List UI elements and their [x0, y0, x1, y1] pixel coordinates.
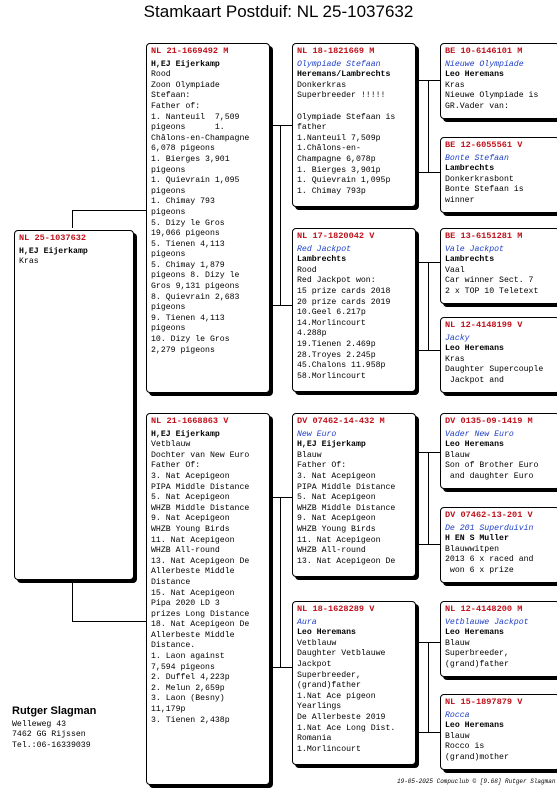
- owner-city: 7462 GG Rijssen: [12, 730, 86, 740]
- pedigree-line: Rood: [151, 70, 171, 80]
- pedigree-line: [297, 102, 411, 113]
- pedigree-line: 1.Châlons-en-: [297, 144, 361, 154]
- owner-street: Welleweg 43: [12, 719, 67, 729]
- pedigree-line: Yearlings: [297, 702, 342, 712]
- owner-block: [12, 706, 96, 751]
- pedigree-line: 5. Dizy le Gros: [151, 218, 225, 228]
- breeder-name: H,EJ Eijerkamp: [19, 246, 88, 256]
- breeder-name: Leo Heremans: [445, 344, 504, 354]
- pedigree-line: Nieuwe Olympiade is: [445, 91, 539, 101]
- page-title: Stamkaart Postduif: NL 25-1037632: [143, 2, 414, 21]
- pigeon-card-mmf[interactable]: [440, 601, 557, 677]
- pedigree-line: Champagne 6,078p: [297, 154, 376, 164]
- pedigree-line: Bonte Stefaan is: [445, 185, 524, 195]
- pedigree-line: WHZB All-round: [151, 546, 220, 556]
- pedigree-line: (grand)father: [445, 659, 509, 669]
- footer: 19-05-2025 Compuclub © [9.68] Rutger Slagman: [397, 778, 556, 785]
- pedigree-line: Son of Brother Euro: [445, 461, 539, 471]
- pedigree-line: and daughter Euro: [445, 471, 534, 481]
- pedigree-line: 5. Tienen 4,113: [151, 239, 225, 249]
- pedigree-line: WHZB Middle Distance: [151, 503, 250, 513]
- pedigree-line: Daughter Vetblauwe: [297, 649, 386, 659]
- pedigree-line: pigeons 8. Dizy le: [151, 271, 240, 281]
- breeder-name: Leo Heremans: [445, 721, 504, 731]
- pigeon-name: Nieuwe Olympiade: [445, 59, 524, 69]
- pedigree-line: Gros 9,131 pigeons: [151, 282, 240, 292]
- pigeon-card-mother-mother[interactable]: [292, 601, 416, 765]
- pedigree-line: (grand)father: [297, 681, 361, 691]
- pedigree-line: 2. Melun 2,659p: [151, 683, 225, 693]
- pedigree-line: 1. Quievrain 1,095p: [297, 176, 391, 186]
- pedigree-line: 18. Nat Acepigeon De: [151, 620, 250, 630]
- pedigree-line: 1. Chimay 793: [151, 197, 215, 207]
- pigeon-card-mmm[interactable]: [440, 694, 557, 770]
- ring-number: DV 0135-09-1419 M: [445, 416, 533, 426]
- pedigree-line: pigeons: [151, 250, 186, 260]
- ring-number: DV 07462-14-432 M: [297, 416, 385, 426]
- pigeon-card-mother-father[interactable]: [292, 413, 416, 577]
- pedigree-line: 19.Tienen 2.469p: [297, 339, 376, 349]
- ring-number: NL 25-1037632: [19, 233, 87, 243]
- pedigree-line: 10. Dizy le Gros: [151, 335, 230, 345]
- pedigree-line: 11. Nat Acepigeon: [151, 535, 235, 545]
- pedigree-line: 3. Nat Acepigeon: [297, 471, 376, 481]
- breeder-name: H EN S Muller: [445, 534, 509, 544]
- pedigree-line: pigeons 1.: [151, 123, 225, 133]
- ring-number: BE 10-6146101 M: [445, 46, 523, 56]
- pedigree-line: Red Jackpot won:: [297, 276, 376, 286]
- ring-number: DV 07462-13-201 V: [445, 510, 533, 520]
- breeder-name: Lambrechts: [297, 255, 347, 265]
- breeder-name: Lambrechts: [445, 255, 495, 265]
- pedigree-line: 15. Nat Acepigeon: [151, 588, 235, 598]
- pedigree-line: Blauw: [445, 731, 470, 741]
- pedigree-line: Daughter Supercouple: [445, 365, 544, 375]
- pedigree-line: winner: [445, 195, 475, 205]
- pedigree-line: 1. Nanteuil 7,509: [151, 112, 240, 122]
- breeder-name: H,EJ Eijerkamp: [151, 59, 220, 69]
- pedigree-line: 5. Nat Acepigeon: [297, 493, 376, 503]
- pedigree-line: 5. Nat Acepigeon: [151, 493, 230, 503]
- pedigree-line: Superbreeder !!!!!: [297, 91, 386, 101]
- pigeon-name: Vader New Euro: [445, 429, 514, 439]
- pedigree-line: Olympiade Stefaan is: [297, 112, 396, 122]
- pedigree-line: Dochter van New Euro: [151, 450, 250, 460]
- breeder-name: Lambrechts: [445, 164, 495, 174]
- pedigree-line: Father of:: [151, 101, 201, 111]
- ring-number: NL 21-1669492 M: [151, 46, 229, 56]
- pedigree-line: 13. Nat Acepigeon De: [151, 556, 250, 566]
- pedigree-line: 14.Morlincourt: [297, 318, 366, 328]
- owner-phone: Tel.:06-16339039: [12, 740, 91, 750]
- ring-number: NL 18-1821669 M: [297, 46, 375, 56]
- pigeon-card-mff[interactable]: [440, 413, 557, 489]
- pedigree-line: 11,179p: [151, 705, 186, 715]
- ring-number: NL 21-1668863 V: [151, 416, 229, 426]
- pigeon-name: Red Jackpot: [297, 244, 352, 254]
- breeder-name: H,EJ Eijerkamp: [297, 440, 366, 450]
- pedigree-line: Kras: [445, 80, 465, 90]
- pedigree-line: 1. Laon against: [151, 652, 225, 662]
- pigeon-name: Olympiade Stefaan: [297, 59, 381, 69]
- pedigree-line: Distance: [151, 577, 191, 587]
- pigeon-name: Rocca: [445, 710, 470, 720]
- pedigree-line: father: [297, 123, 327, 133]
- pedigree-line: Zoon Olympiade: [151, 80, 220, 90]
- pedigree-line: Distance.: [151, 641, 196, 651]
- pedigree-line: 2,279 pigeons: [151, 345, 215, 355]
- pedigree-line: Vaal: [445, 265, 465, 275]
- pedigree-line: 3. Tienen 2,438p: [151, 715, 230, 725]
- ring-number: NL 18-1628289 V: [297, 604, 375, 614]
- pedigree-line: De Allerbeste 2019: [297, 712, 386, 722]
- pedigree-line: 2013 6 x raced and: [445, 555, 534, 565]
- pedigree-line: 19,066 pigeons: [151, 229, 220, 239]
- pedigree-line: 6,078 pigeons: [151, 144, 215, 154]
- pigeon-card-father-father[interactable]: [292, 43, 416, 207]
- pedigree-line: 9. Tienen 4,113: [151, 313, 225, 323]
- pedigree-line: 1. Bierges 3,901p: [297, 165, 381, 175]
- pedigree-line: 15 prize cards 2018: [297, 286, 391, 296]
- pedigree-line: WHZB Young Birds: [151, 524, 230, 534]
- pigeon-name: New Euro: [297, 429, 337, 439]
- pedigree-line: Stefaan:: [151, 91, 191, 101]
- pedigree-line: 1. Chimay 793p: [297, 186, 366, 196]
- pedigree-line: Romania: [297, 734, 332, 744]
- pedigree-line: 2. Duffel 4,223p: [151, 673, 230, 683]
- pedigree-line: 1.Morlincourt: [297, 744, 361, 754]
- pedigree-line: WHZB All-round: [297, 546, 366, 556]
- pedigree-line: won 6 x prize: [445, 565, 514, 575]
- ring-number: NL 17-1820042 V: [297, 231, 375, 241]
- pigeon-card-fmm[interactable]: [440, 317, 557, 393]
- pedigree-line: 9. Nat Acepigeon: [151, 514, 230, 524]
- pedigree-line: Allerbeste Middle: [151, 567, 235, 577]
- pedigree-line: Blauw: [445, 638, 470, 648]
- pedigree-line: 45.Chalons 11.958p: [297, 361, 386, 371]
- breeder-name: Leo Heremans: [445, 440, 504, 450]
- breeder-name: Heremans/Lambrechts: [297, 70, 391, 80]
- pigeon-name: De 201 Superduivin: [445, 523, 534, 533]
- pedigree-line: Vetblauw: [151, 440, 191, 450]
- pedigree-line: 7,594 pigeons: [151, 662, 215, 672]
- pigeon-name: Vetblauwe Jackpot: [445, 617, 529, 627]
- ring-number: BE 12-6055561 V: [445, 140, 523, 150]
- pedigree-line: (grand)mother: [445, 752, 509, 762]
- pedigree-line: Blauwwitpen: [445, 544, 500, 554]
- pedigree-line: GR.Vader van:: [445, 101, 509, 111]
- ring-number: BE 13-6151281 M: [445, 231, 523, 241]
- pedigree-line: Donkerkras: [297, 80, 347, 90]
- pedigree-line: 10.Geel 6.217p: [297, 308, 366, 318]
- pigeon-card-father-mother[interactable]: [292, 228, 416, 392]
- ring-number: NL 12-4148199 V: [445, 320, 523, 330]
- pedigree-line: 8. Quievrain 2,683: [151, 292, 240, 302]
- pedigree-line: pigeons: [151, 207, 186, 217]
- pedigree-line: 1. Quievrain 1,095: [151, 176, 240, 186]
- pedigree-line: WHZB Middle Distance: [297, 503, 396, 513]
- pedigree-line: 11. Nat Acepigeon: [297, 535, 381, 545]
- pedigree-line: Blauw: [445, 450, 470, 460]
- pedigree-line: Father Of:: [151, 461, 201, 471]
- pedigree-line: PIPA Middle Distance: [151, 482, 250, 492]
- pedigree-line: prizes Long Distance: [151, 609, 250, 619]
- pigeon-name: Jacky: [445, 333, 470, 343]
- pedigree-line: Jackpot: [297, 659, 332, 669]
- pigeon-card-mother[interactable]: [146, 413, 270, 785]
- pigeon-name: Bonte Stefaan: [445, 153, 509, 163]
- pigeon-card-ffm[interactable]: [440, 137, 557, 213]
- pigeon-card-main[interactable]: [14, 230, 134, 580]
- pedigree-line: Blauw: [297, 450, 322, 460]
- pedigree-line: Superbreeder,: [445, 649, 509, 659]
- pigeon-card-father[interactable]: [146, 43, 270, 393]
- pedigree-line: 58.Morlincourt: [297, 371, 366, 381]
- pigeon-card-fff[interactable]: [440, 43, 557, 119]
- pedigree-line: 13. Nat Acepigeon De: [297, 556, 396, 566]
- pedigree-line: Rood: [297, 265, 317, 275]
- pedigree-line: Pipa 2020 LD 3: [151, 599, 220, 609]
- pedigree-line: 1.Nanteuil 7,509p: [297, 133, 381, 143]
- pedigree-line: 2 x TOP 10 Teletext: [445, 286, 539, 296]
- pedigree-line: 5. Chimay 1,879: [151, 260, 225, 270]
- pedigree-line: Car winner Sect. 7: [445, 276, 534, 286]
- pedigree-line: 20 prize cards 2019: [297, 297, 391, 307]
- breeder-name: Leo Heremans: [297, 628, 356, 638]
- pigeon-name: Aura: [297, 617, 317, 627]
- pedigree-line: Donkerkrasbont: [445, 174, 514, 184]
- pedigree-line: 1. Bierges 3,901: [151, 154, 230, 164]
- breeder-name: Leo Heremans: [445, 628, 504, 638]
- pedigree-line: 4.288p: [297, 329, 327, 339]
- pedigree-line: Allerbeste Middle: [151, 630, 235, 640]
- pigeon-card-mfm[interactable]: [440, 507, 557, 583]
- ring-number: NL 12-4148200 M: [445, 604, 523, 614]
- breeder-name: H,EJ Eijerkamp: [151, 429, 220, 439]
- pedigree-line: Kras: [445, 354, 465, 364]
- pedigree-line: Vetblauw: [297, 638, 337, 648]
- pedigree-line: pigeons: [151, 165, 186, 175]
- pedigree-line: pigeons: [151, 324, 186, 334]
- pedigree-line: 3. Nat Acepigeon: [151, 471, 230, 481]
- pedigree-line: Father Of:: [297, 461, 347, 471]
- pigeon-card-fmf[interactable]: [440, 228, 557, 304]
- pedigree-line: 1.Nat Ace Long Dist.: [297, 723, 396, 733]
- owner-name: Rutger Slagman: [12, 705, 97, 717]
- pedigree-line: Châlons-en-Champagne: [151, 133, 250, 143]
- pedigree-line: WHZB Young Birds: [297, 524, 376, 534]
- pedigree-line: Superbreeder,: [297, 670, 361, 680]
- pedigree-line: 1.Nat Ace pigeon: [297, 691, 376, 701]
- pedigree-line: PIPA Middle Distance: [297, 482, 396, 492]
- pedigree-line: Rocco is: [445, 742, 485, 752]
- pedigree-line: pigeons: [151, 303, 186, 313]
- pedigree-line: 28.Troyes 2.245p: [297, 350, 376, 360]
- pigeon-name: Vale Jackpot: [445, 244, 504, 254]
- pedigree-line: 3. Laon (Besny): [151, 694, 225, 704]
- breeder-name: Leo Heremans: [445, 70, 504, 80]
- pedigree-line: pigeons: [151, 186, 186, 196]
- pedigree-line: Kras: [19, 257, 39, 267]
- pedigree-line: 9. Nat Acepigeon: [297, 514, 376, 524]
- ring-number: NL 15-1897879 V: [445, 697, 523, 707]
- pedigree-line: Jackpot and: [445, 375, 504, 385]
